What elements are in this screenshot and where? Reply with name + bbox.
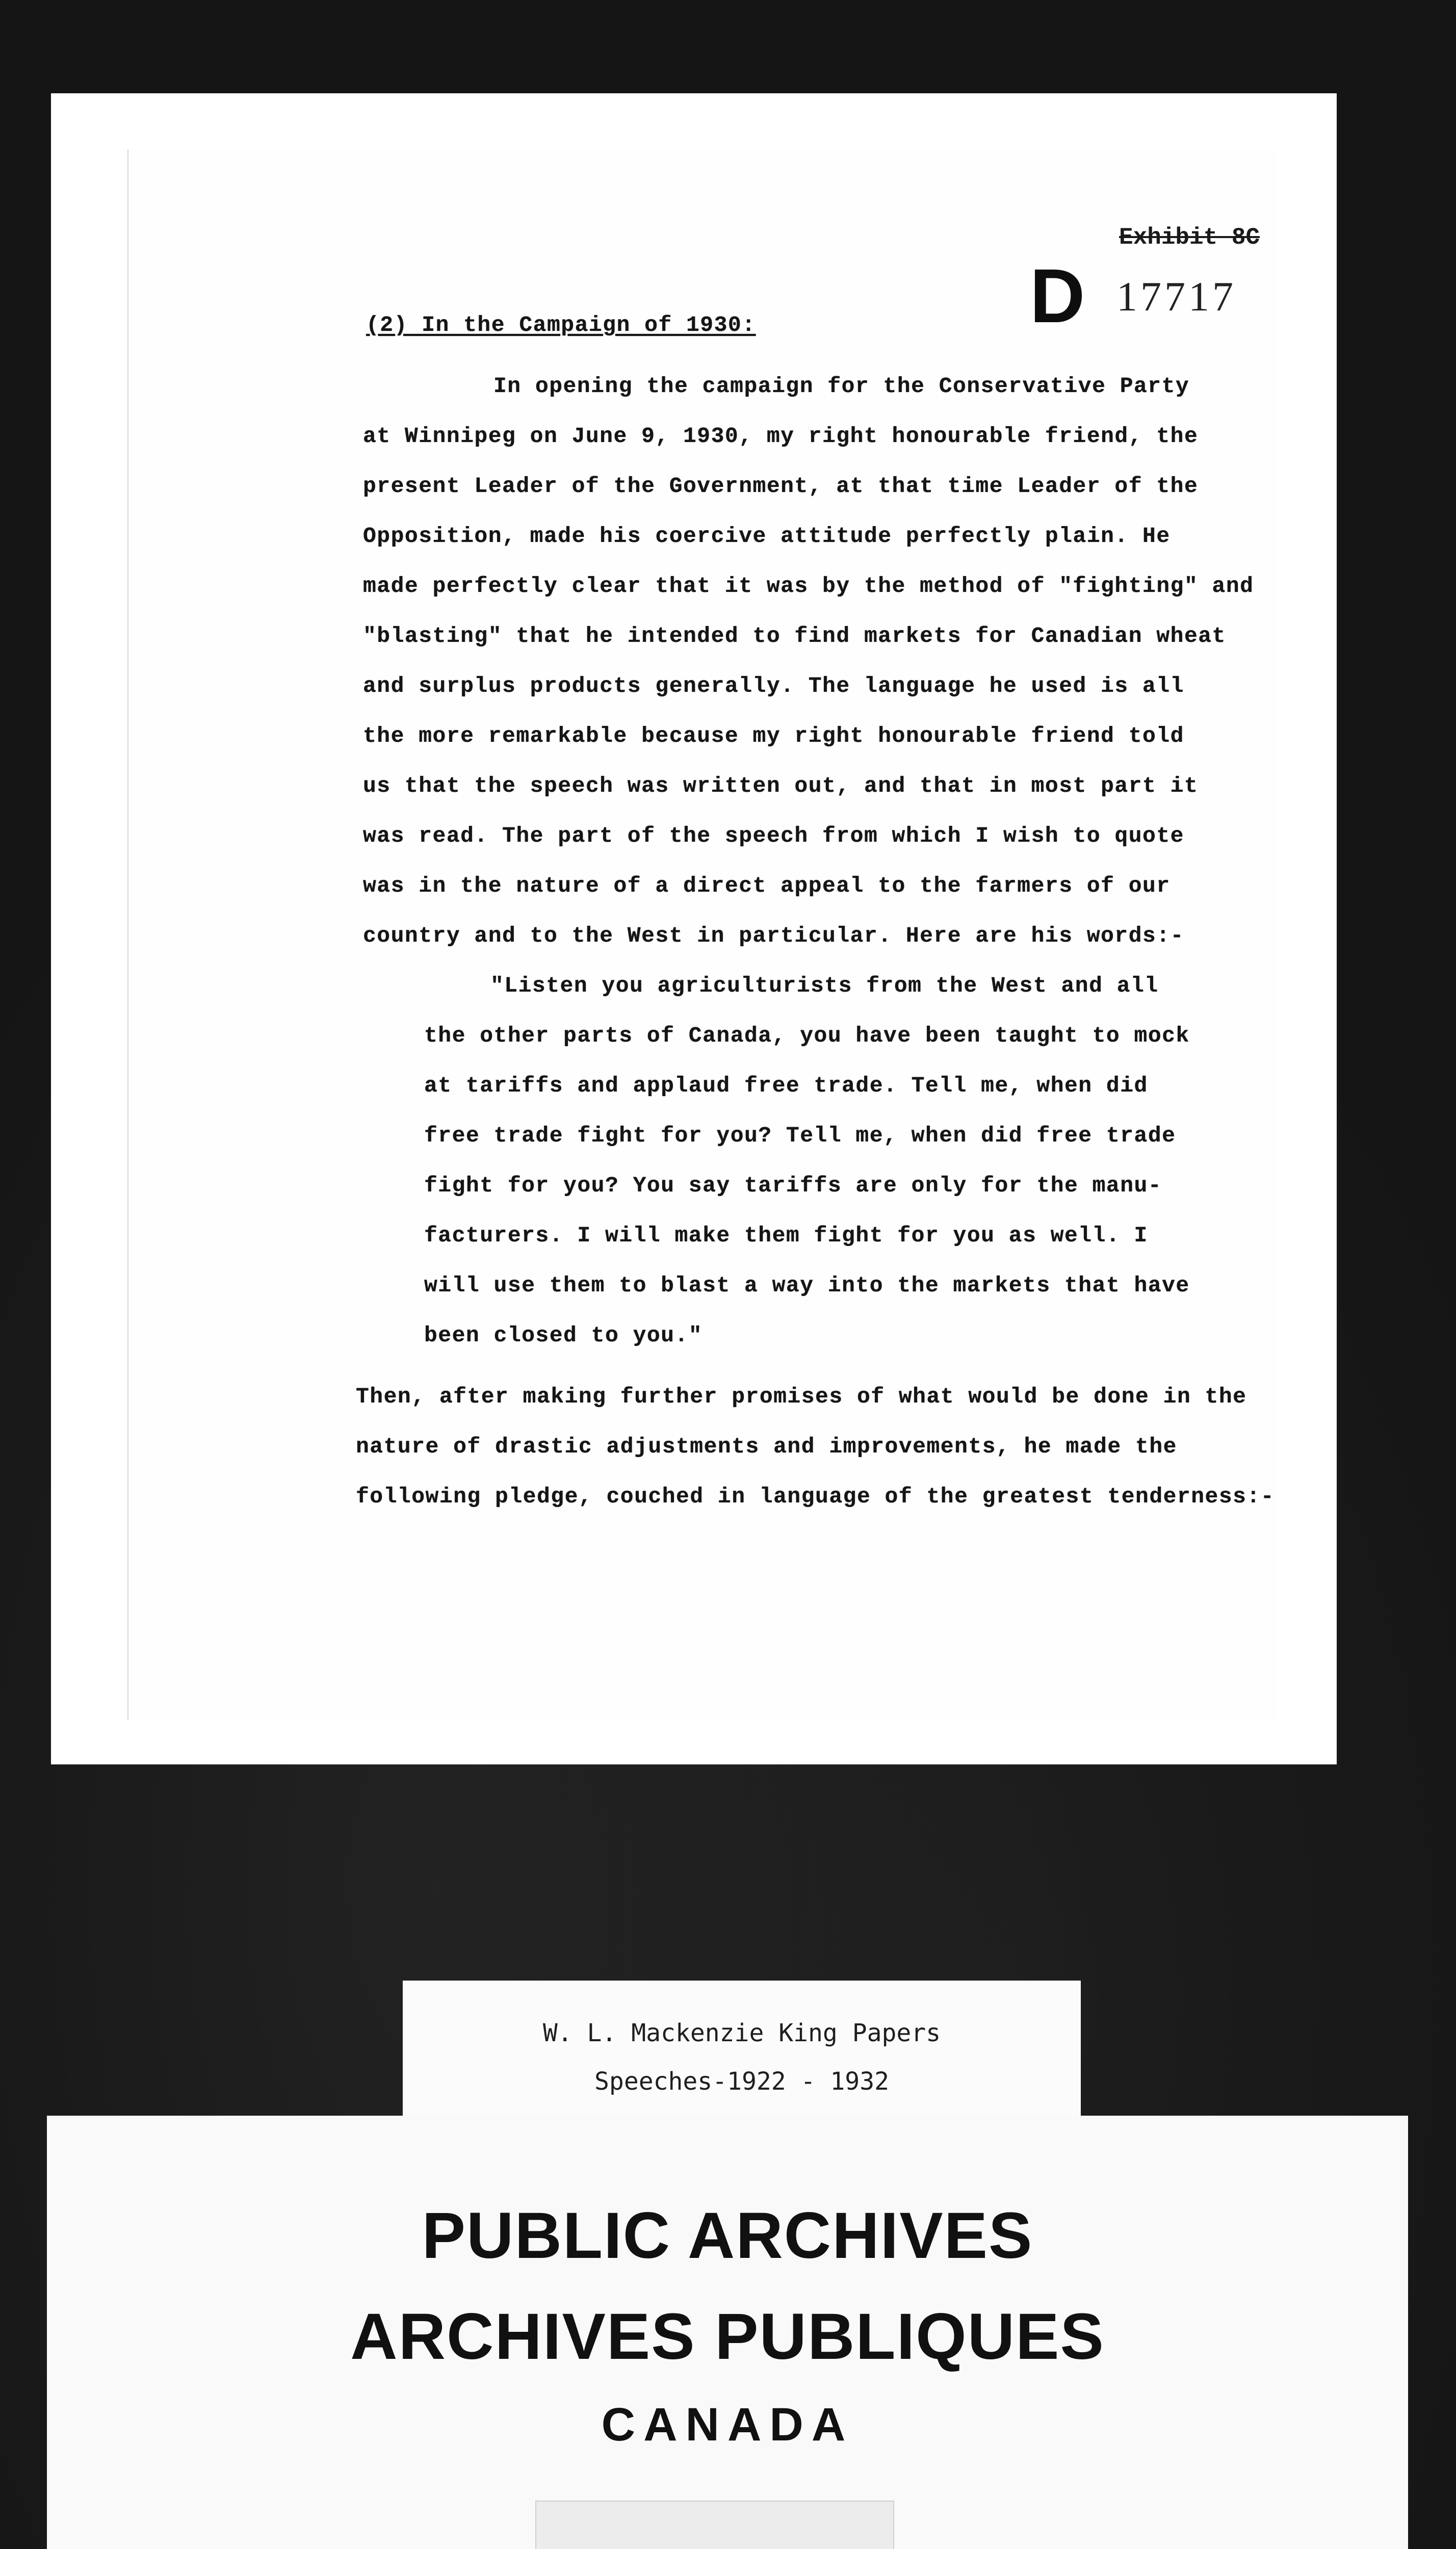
quote-line: the other parts of Canada, you have been taught to mock <box>424 1023 1190 1048</box>
body-line: was in the nature of a direct appeal to the farmers of our <box>363 873 1171 898</box>
section-heading: (2) In the Campaign of 1930: <box>366 313 756 337</box>
quote-line: free trade fight for you? Tell me, when did free trade <box>424 1123 1176 1148</box>
closing-line: Then, after making further promises of what would be done in the <box>356 1384 1247 1409</box>
archive-stamp-letter: D <box>1030 253 1085 339</box>
quote-line: facturers. I will make them fight for you as well. I <box>424 1223 1148 1248</box>
closing-line: following pledge, couched in language of the greatest tenderness:- <box>356 1484 1275 1509</box>
closing-line: nature of drastic adjustments and improvements, he made the <box>356 1434 1177 1459</box>
body-line: In opening the campaign for the Conservative Party <box>493 374 1190 399</box>
archives-title-english: PUBLIC ARCHIVES <box>422 2199 1033 2272</box>
archive-number: 17717 <box>1116 273 1236 320</box>
body-line: country and to the West in particular. Here are his words:- <box>363 923 1184 948</box>
label-tab <box>535 2501 894 2549</box>
body-line: present Leader of the Government, at that time Leader of the <box>363 474 1199 499</box>
quote-line: fight for you? You say tariffs are only for the manu- <box>424 1173 1162 1198</box>
quote-line: at tariffs and applaud free trade. Tell me, when did <box>424 1073 1148 1098</box>
archives-title-french: ARCHIVES PUBLIQUES <box>350 2300 1105 2373</box>
quote-line: will use them to blast a way into the markets that have <box>424 1273 1190 1298</box>
collection-name: W. L. Mackenzie King Papers <box>542 2019 941 2047</box>
body-line: was read. The part of the speech from which I wish to quote <box>363 823 1184 848</box>
body-line: us that the speech was written out, and that in most part it <box>363 773 1199 798</box>
collection-label <box>403 1981 1081 2116</box>
body-line: at Winnipeg on June 9, 1930, my right honourable friend, the <box>363 424 1199 449</box>
quote-line: been closed to you." <box>424 1323 703 1348</box>
body-line: "blasting" that he intended to find markets for Canadian wheat <box>363 623 1226 648</box>
exhibit-mark: Exhibit 8C <box>1119 224 1260 251</box>
body-line: the more remarkable because my right honourable friend told <box>363 723 1184 748</box>
archives-label <box>47 2116 1408 2549</box>
body-line: and surplus products generally. The language he used is all <box>363 673 1184 698</box>
collection-series: Speeches-1922 - 1932 <box>594 2067 889 2096</box>
quote-line: "Listen you agriculturists from the West and all <box>490 973 1159 998</box>
body-line: Opposition, made his coercive attitude perfectly plain. He <box>363 524 1171 549</box>
body-line: made perfectly clear that it was by the method of "fighting" and <box>363 574 1254 599</box>
archives-country: CANADA <box>601 2399 854 2451</box>
